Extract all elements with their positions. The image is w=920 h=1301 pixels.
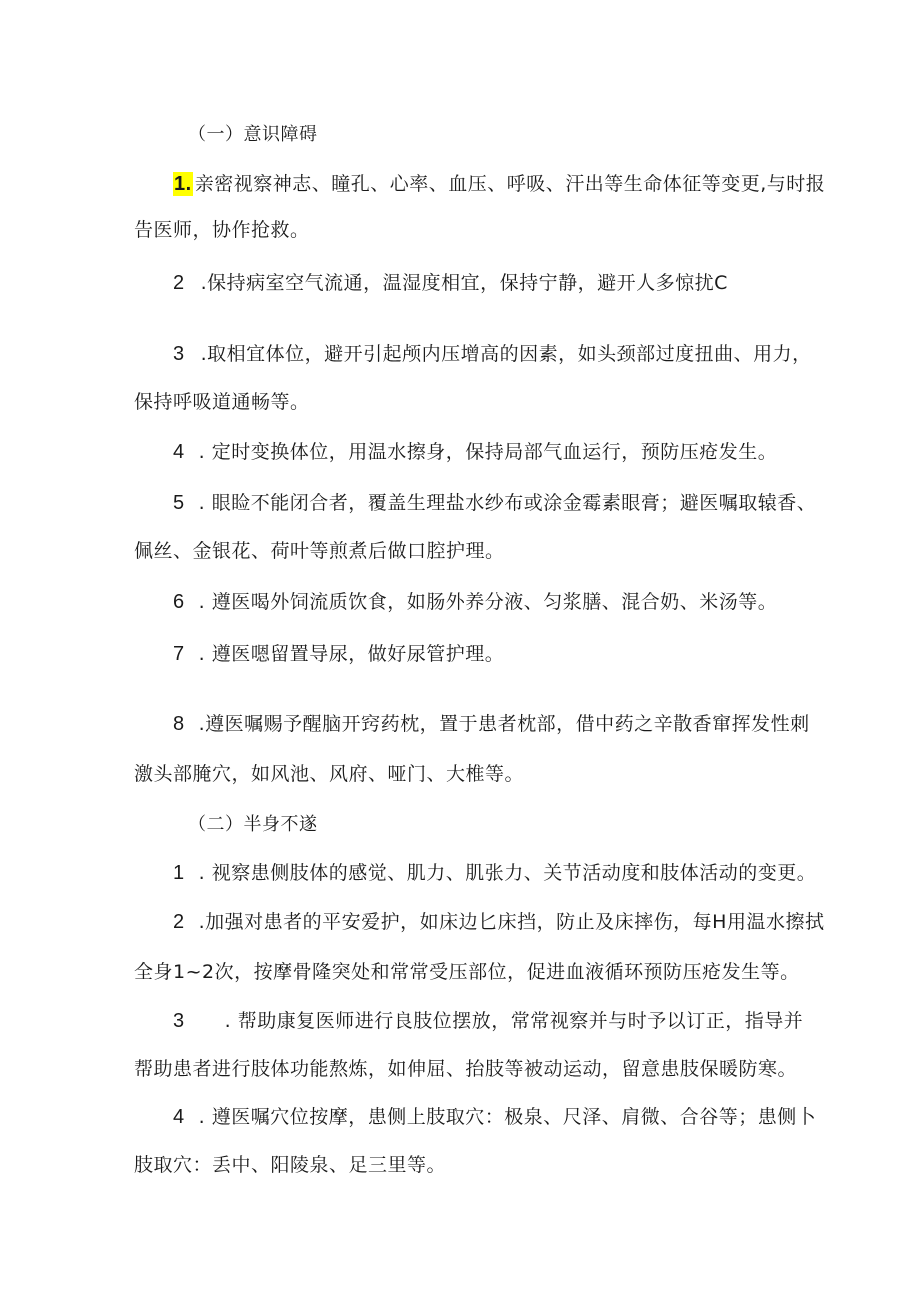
item-5-number: 5 <box>173 492 185 514</box>
item-7-line-1 <box>173 642 504 666</box>
s2-item-4-line-1 <box>173 1105 816 1129</box>
item-8-line-2: 激头部腌穴，如风池、风府、哑门、大椎等。 <box>134 763 525 785</box>
item-3-number: 3 <box>173 343 185 365</box>
item-8-number: 8 <box>173 713 185 735</box>
s2-item-1-text-1: . 视察患侧肢体的感觉、肌力、肌张力、关节活动度和肢体活动的变更。 <box>198 862 817 884</box>
item-4-text-1: . 定时变换体位，用温水擦身，保持局部气血运行，预防压疮发生。 <box>198 441 778 463</box>
item-6-text-1: . 遵医喝外饲流质饮食，如肠外养分液、匀浆膳、混合奶、米汤等。 <box>198 591 778 613</box>
s2-item-4-text-1: . 遵医嘱穴位按摩，患侧上肢取穴：极泉、尺泽、肩微、合谷等；患侧卜 <box>198 1106 817 1128</box>
item-1-line-1 <box>173 172 825 196</box>
item-8-line-1 <box>173 712 810 736</box>
item-3-text-1: .取相宜体位，避开引起颅内压增高的因素，如头颈部过度扭曲、用力， <box>200 343 812 365</box>
s2-item-3-number: 3 <box>173 1010 185 1032</box>
s2-item-3-line-2: 帮助患者进行肢体功能熬炼，如伸屈、抬肢等被动运动，留意患肢保暖防寒。 <box>134 1058 798 1080</box>
s2-item-1-number: 1 <box>173 862 185 884</box>
item-8-text-1: .遵医嘱赐予醒脑开窍药枕，置于患者枕部，借中药之辛散香窜挥发性刺 <box>198 713 810 735</box>
item-2-line-1 <box>173 271 728 295</box>
item-1-text-1: 亲密视察神志、瞳孔、心率、血压、呼吸、汗出等生命体征等变更,与时报 <box>194 173 826 195</box>
s2-item-2-line-2: 全身1~2次，按摩骨隆突处和常常受压部位，促进血液循环预防压疮发生等。 <box>134 961 800 983</box>
s2-item-3-text-1: . 帮助康复医师进行良肢位摆放，常常视察并与时予以订正，指导并 <box>224 1010 804 1032</box>
s2-item-4-number: 4 <box>173 1106 185 1128</box>
item-4-line-1 <box>173 440 777 464</box>
item-5-line-2: 佩丝、金银花、荷叶等煎煮后做口腔护理。 <box>134 540 505 562</box>
item-6-number: 6 <box>173 591 185 613</box>
s2-item-4-line-2: 肢取穴：丢中、阳陵泉、足三里等。 <box>134 1154 447 1176</box>
s2-item-1-line-1 <box>173 861 816 885</box>
s2-item-2-line-1 <box>173 910 824 934</box>
item-5-text-1: . 眼睑不能闭合者，覆盖生理盐水纱布或涂金霉素眼膏；避医嘱取辕香、 <box>198 492 817 514</box>
item-5-line-1 <box>173 491 816 515</box>
item-1-number: 1. <box>174 173 192 195</box>
s2-item-2-text-1: .加强对患者的平安爱护，如床边匕床挡，防止及床摔伤，每H用温水擦拭 <box>198 911 825 933</box>
item-6-line-1 <box>173 590 777 614</box>
item-1-line-2: 告医师，协作抢救。 <box>134 219 310 241</box>
item-7-number: 7 <box>173 643 185 665</box>
s2-item-2-number: 2 <box>173 911 185 933</box>
section-heading-1: （一）意识障碍 <box>188 124 318 145</box>
item-2-text-1: .保持病室空气流通，温湿度相宜，保持宁静，避开人多惊扰C <box>200 272 728 294</box>
s2-item-3-line-1 <box>173 1009 803 1033</box>
item-3-line-1 <box>173 342 812 366</box>
section-heading-2: （二）半身不遂 <box>188 814 318 835</box>
item-4-number: 4 <box>173 441 185 463</box>
item-7-text-1: . 遵医嗯留置导尿，做好尿管护理。 <box>198 643 505 665</box>
item-3-line-2: 保持呼吸道通畅等。 <box>134 391 310 413</box>
item-2-number: 2 <box>173 272 185 294</box>
